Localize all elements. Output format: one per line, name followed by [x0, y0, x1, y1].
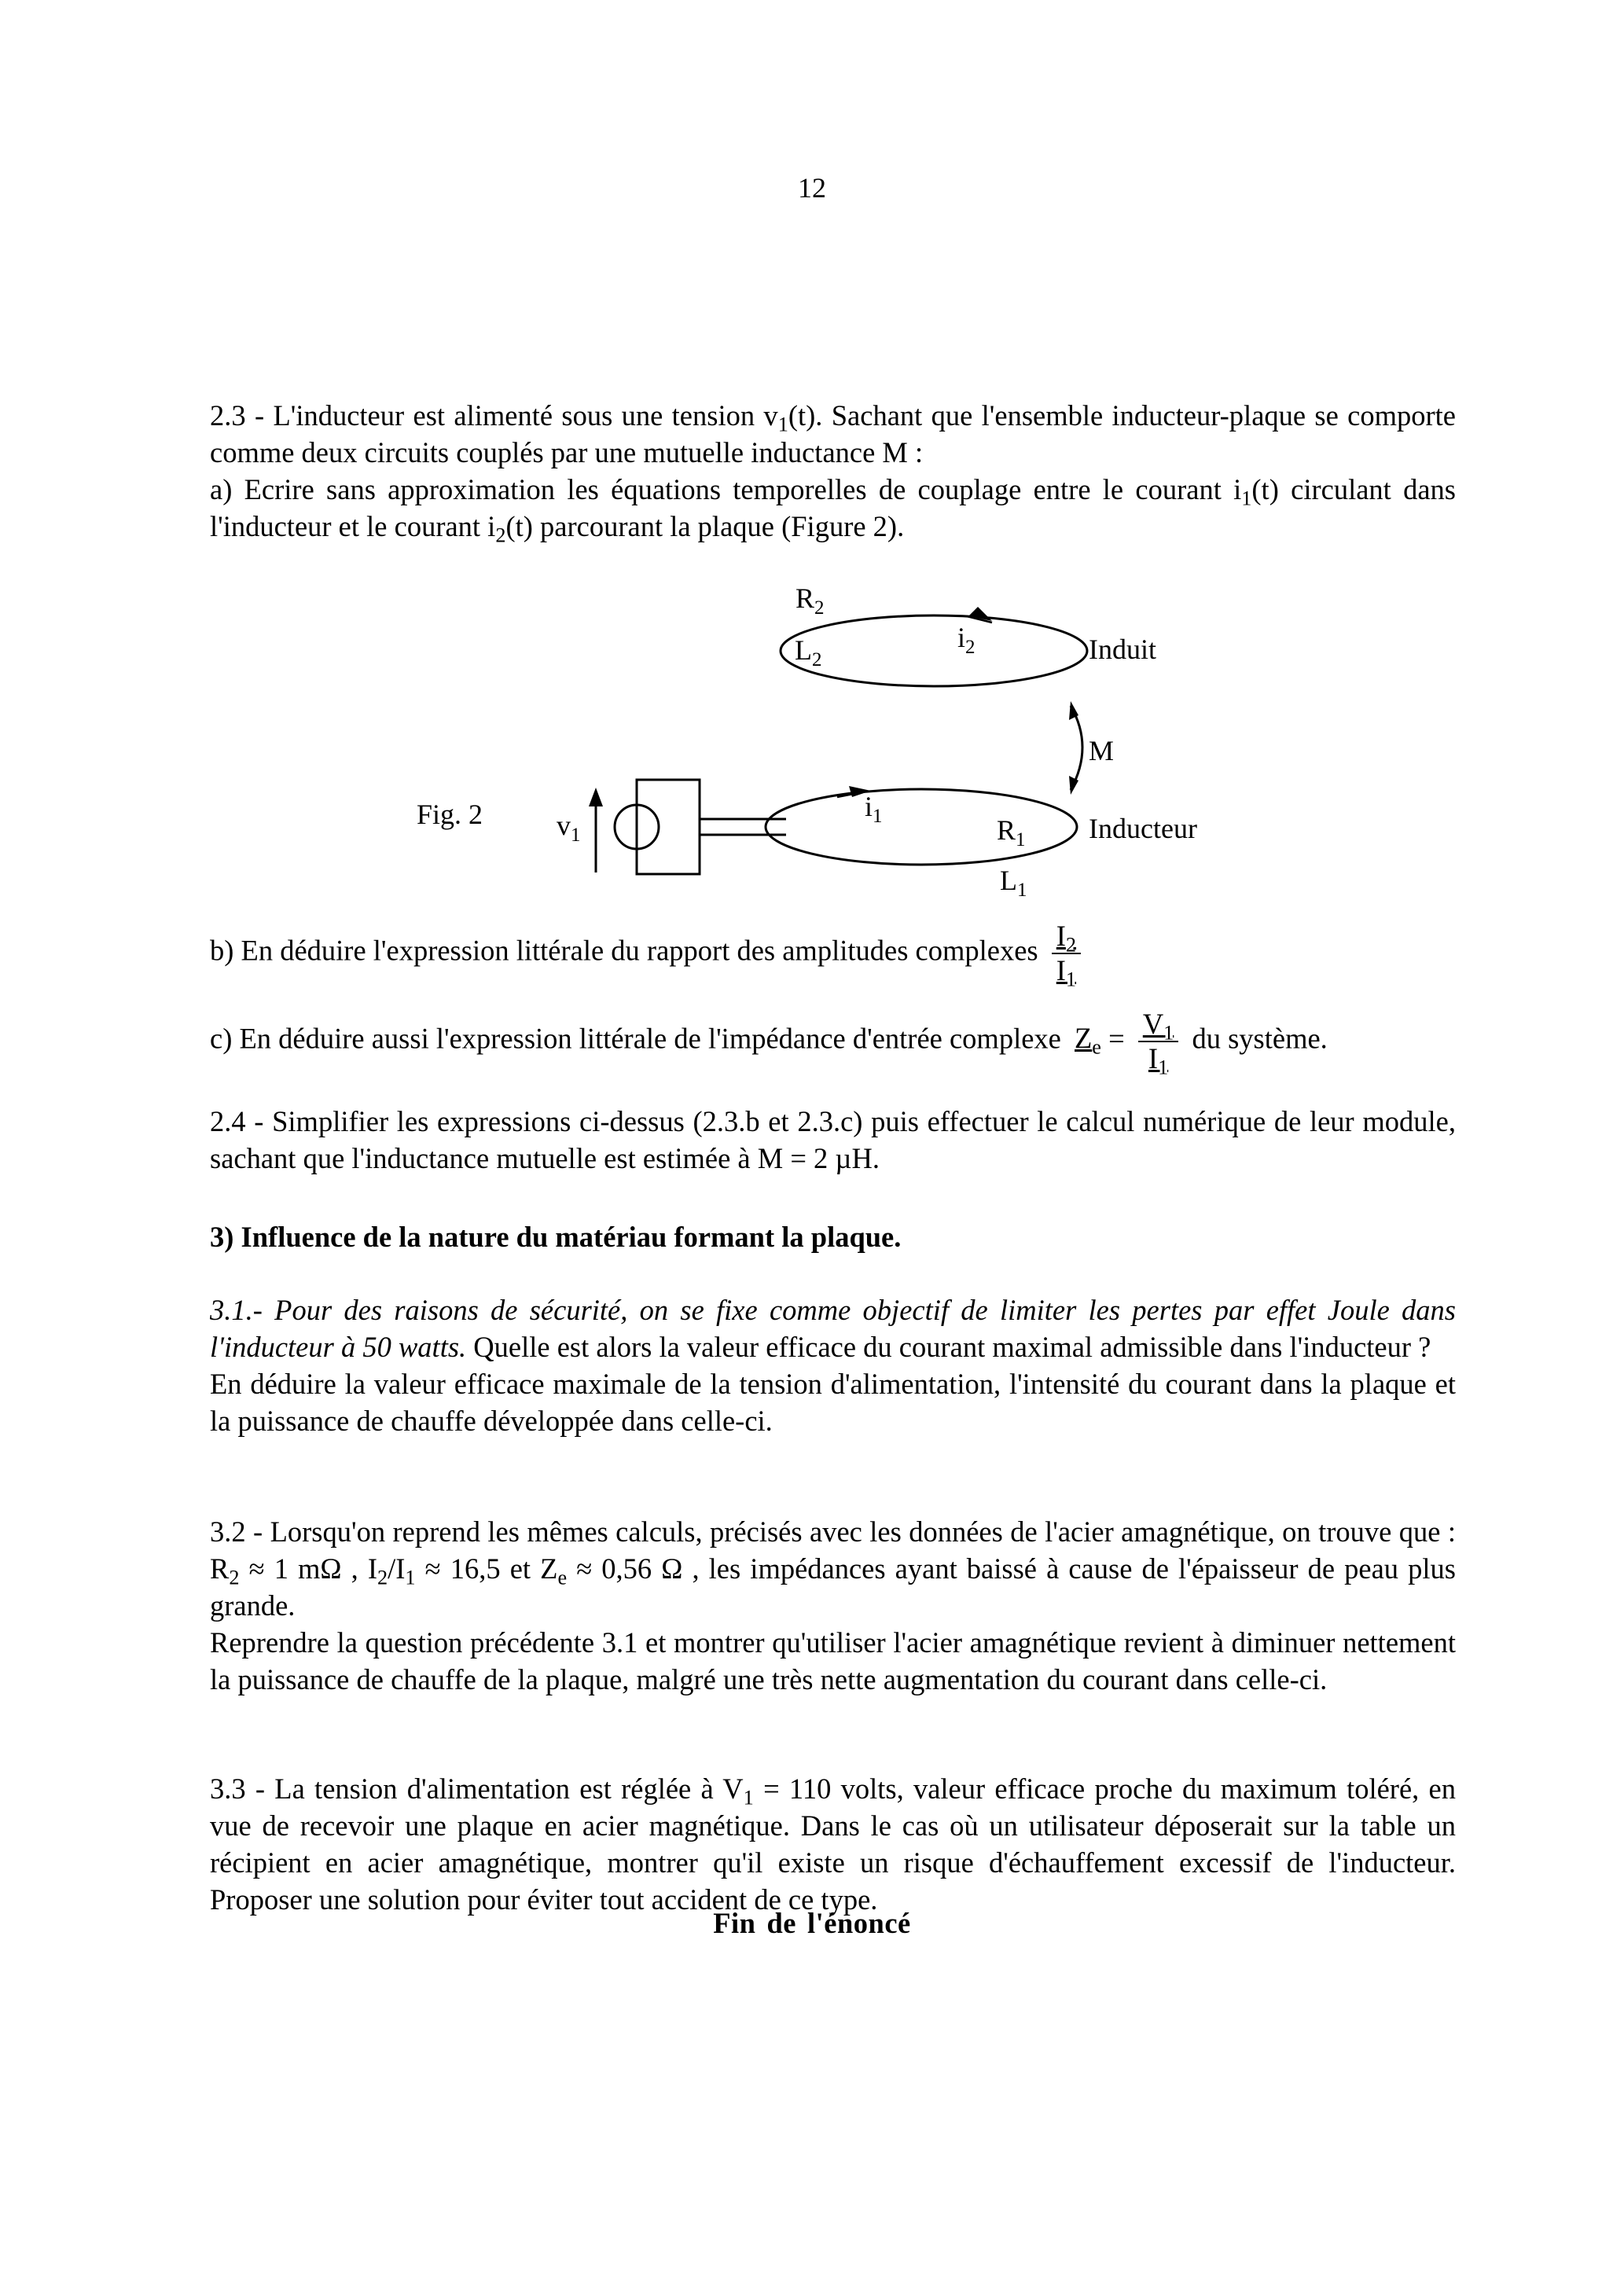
page-number: 12: [798, 172, 826, 204]
section-2-4: 2.4 - Simplifier les expressions ci-dessus (2.3.b et 2.3.c) puis effectuer le calcul numérique de leur module, sachant que l'inductance mutuelle est estimée à M = 2 µH.: [210, 1105, 1456, 1174]
label-i2: $i_2$: [957, 622, 976, 658]
inducteur-loop: [766, 789, 1077, 865]
label-induit: Induit: [1089, 634, 1156, 665]
source-box: [637, 780, 700, 874]
label-L2: $L_2$: [795, 634, 822, 670]
label-i1: $i_1$: [865, 791, 883, 827]
part-b: b) En déduire l'expression littérale du rapport des amplitudes complexes $\frac{I_2}{I_1}$: [210, 920, 1456, 987]
label-inducteur: Inducteur: [1089, 813, 1197, 844]
label-M: M: [1089, 735, 1115, 766]
label-R1: $R_1$: [997, 814, 1026, 850]
section-3-1: 3.1.- Pour des raisons de sécurité, on se fixe comme objectif de limiter les pertes par effet Joule dans l'inducteur à 50 watts. Quelle est alors la valeur efficace du courant maximal admissible dans l'inducteur ? En déduire la valeur efficace maximale de la tension d'alimentation, l'intensité du courant dans la plaque et la puissance de chauffe développée dans celle-ci.: [210, 1294, 1456, 1437]
section-2-3: [210, 397, 1456, 545]
label-R2: $R_2$: [795, 582, 825, 619]
part-c: c) En déduire aussi l'expression littérale de l'impédance d'entrée complexe $Z_e$ = $\frac{V_1}{I_1}$ du système.: [210, 1008, 1328, 1079]
section-3-heading: 3) Influence de la nature du matériau formant la plaque.: [210, 1221, 902, 1253]
figure-2: [0, 566, 1624, 935]
section-3-2: 3.2 - Lorsqu'on reprend les mêmes calculs, précisés avec les données de l'acier amagnétique, on trouve que : $R_2 \approx 1$ mΩ , $I_2/I_1 \approx 16,5$ et $Z_e \approx 0,56$ Ω , les impédances ayant baissé à cause de l'épaisseur de peau plus grande. Reprendre la question précédente 3.1 et montrer qu'utiliser l'acier amagnétique revient à diminuer nettement la puissance de chauffe de la plaque, malgré une très nette augmentation du courant dans celle-ci.: [210, 1515, 1456, 1695]
section-2-3-intro: 2.3 - L'inducteur est alimenté sous une tension $v_1(t)$. Sachant que l'ensemble inducteur-plaque se comporte comme deux circuits couplés par une mutuelle inductance M :: [210, 399, 1457, 468]
section-3-3: 3.3 - La tension d'alimentation est réglée à $V_1 = 110$ volts, valeur efficace proche du maximum toléré, en vue de recevoir une plaque en acier magnétique. Dans le cas où un utilisateur déposerait sur la table un récipient en acier amagnétique, montrer qu'il existe un risque d'échauffement excessif de l'inducteur. Proposer une solution pour éviter tout accident de ce type.: [210, 1773, 1456, 1916]
induit-loop: [781, 615, 1087, 686]
mutual-arc: [1071, 706, 1082, 790]
label-L1: $L_1$: [1000, 865, 1027, 901]
label-v1: $v_1$: [557, 810, 581, 846]
end-of-statement: Fin de l'énoncé: [713, 1907, 911, 1939]
section-2-3-a: a) Ecrire sans approximation les équations temporelles de couplage entre le courant $i_1(t)$ circulant dans l'inducteur et le courant $i_2(t)$ parcourant la plaque (Figure 2).: [210, 473, 1456, 547]
ratio-V1-I1: $\frac{V_1}{I_1}$: [1138, 1008, 1179, 1075]
figure-caption: Fig. 2: [417, 799, 483, 830]
v1-arrow-icon: [589, 788, 603, 806]
ratio-I2-I1: $\frac{I_2}{I_1}$: [1052, 920, 1081, 987]
